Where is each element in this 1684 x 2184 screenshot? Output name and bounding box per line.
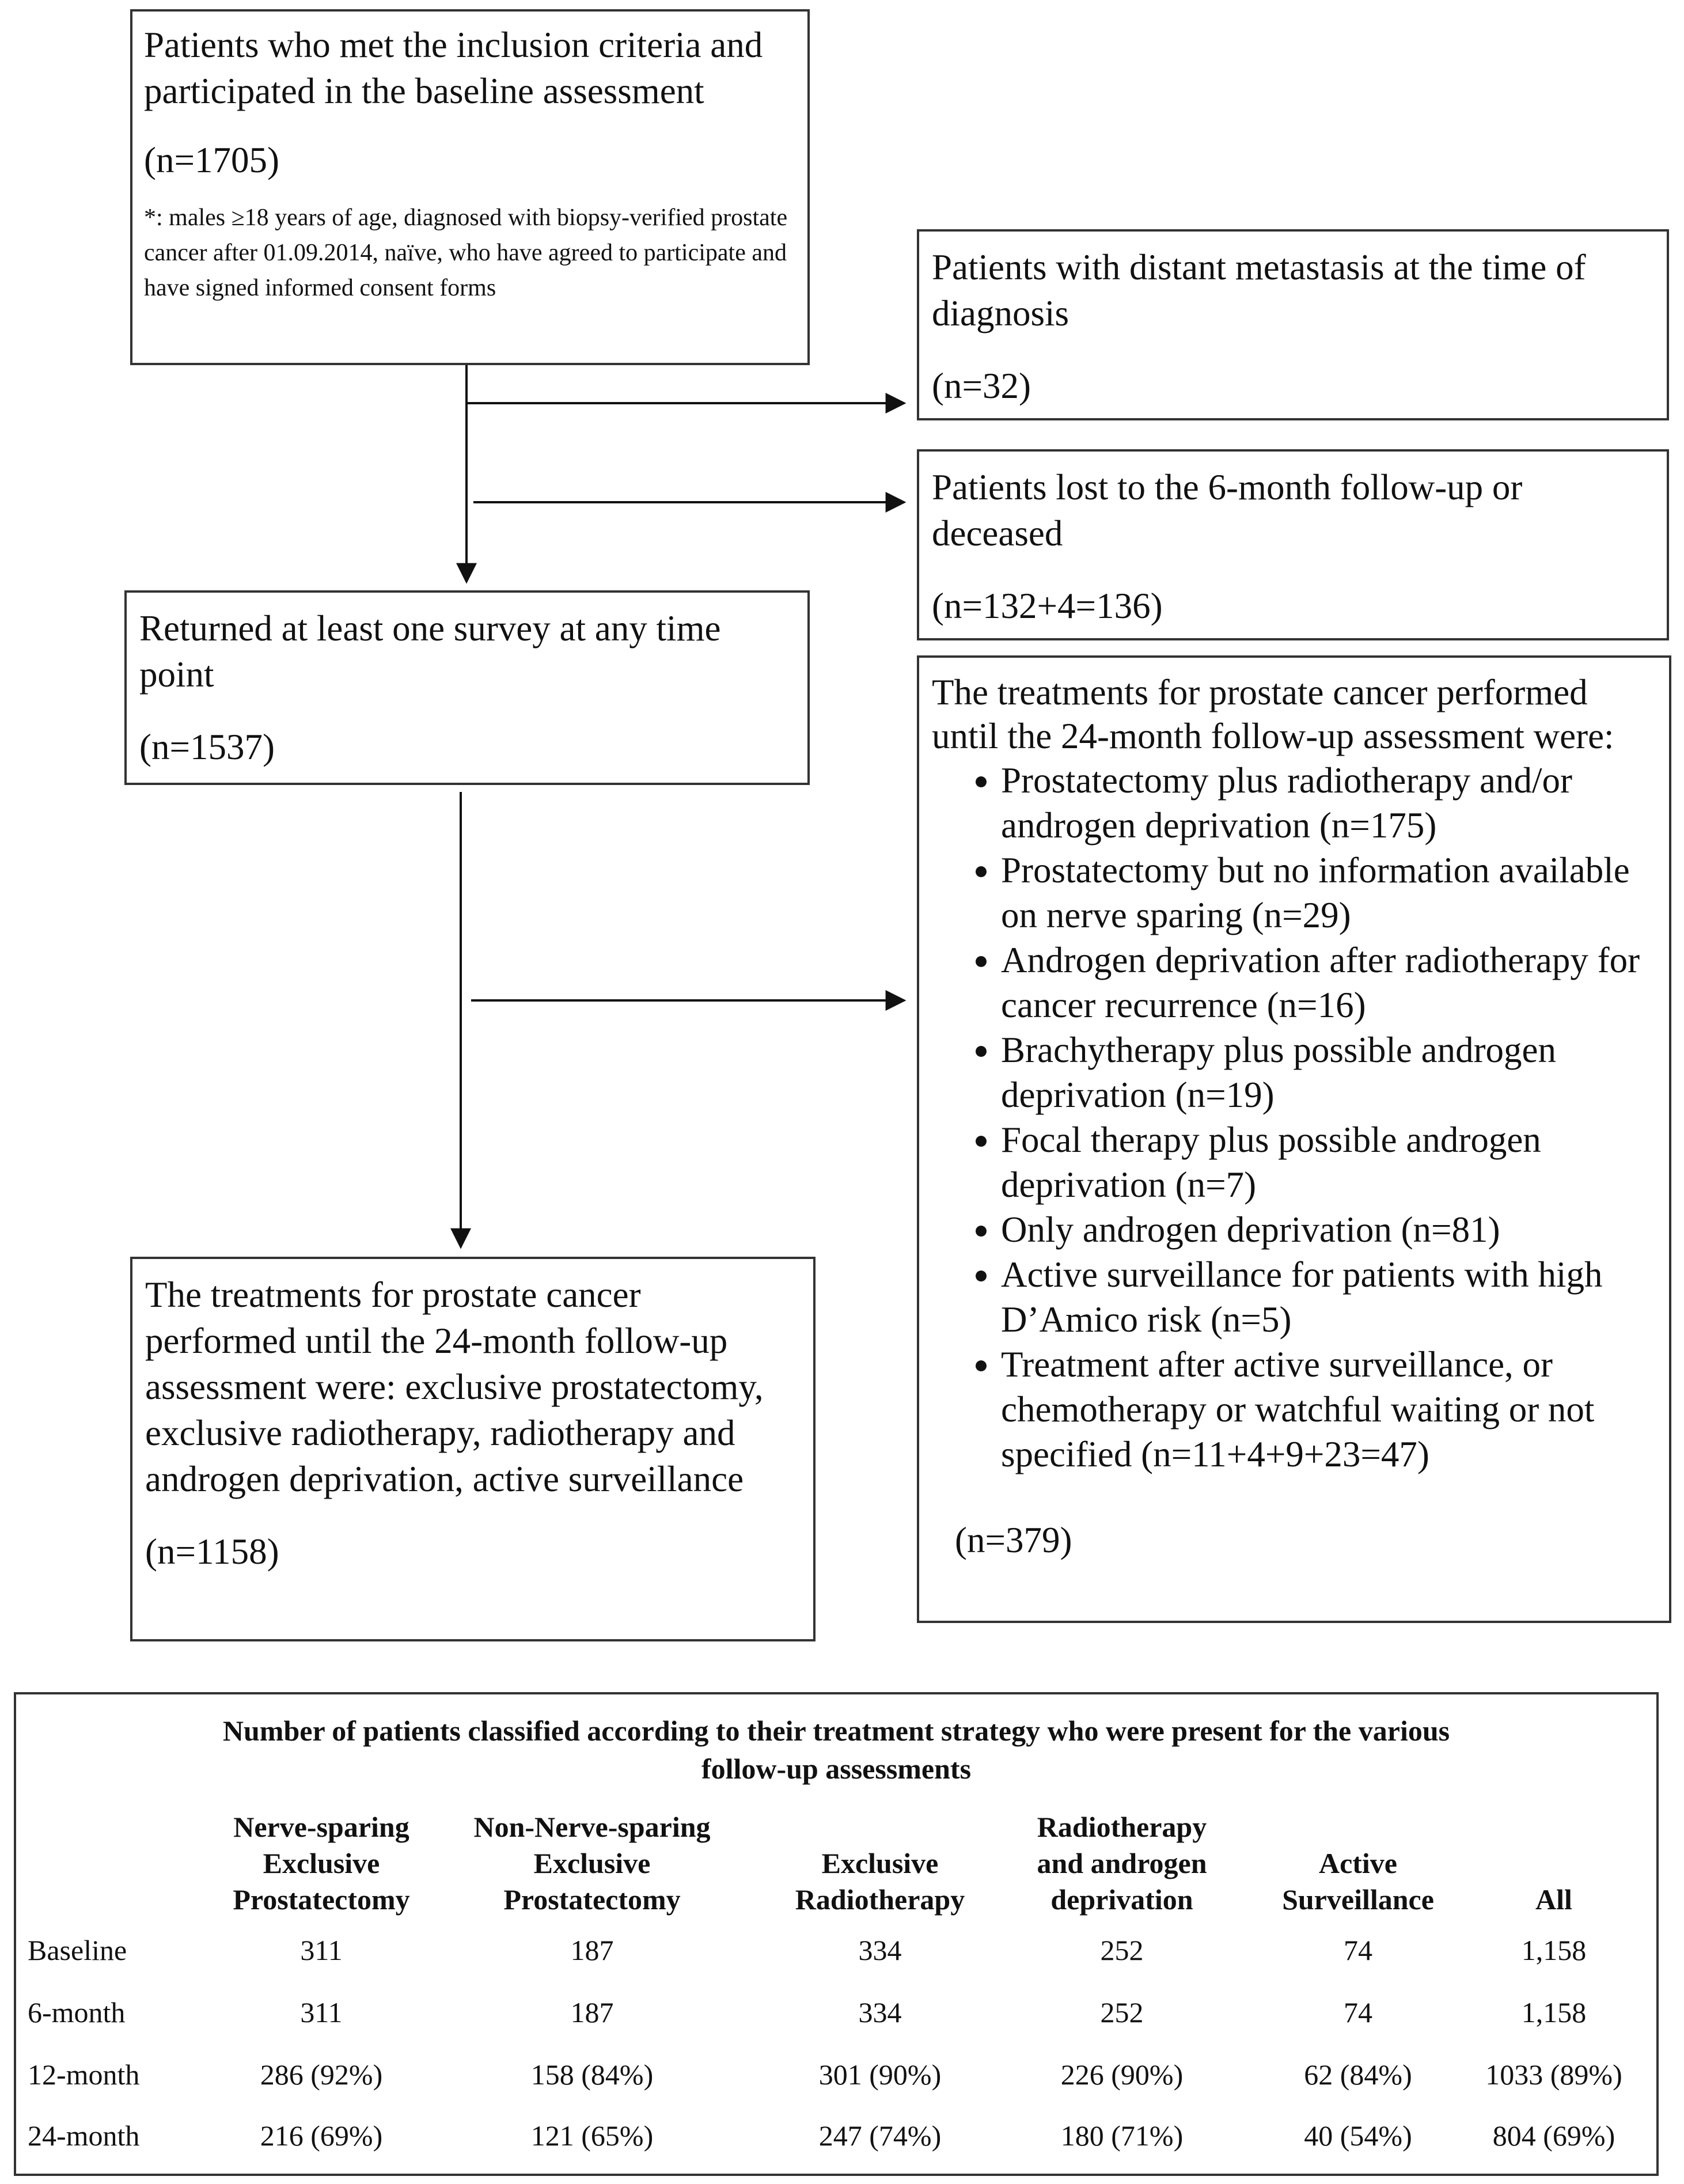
table-cell: 334 [858, 1996, 902, 2028]
box-metastasis [917, 229, 1669, 420]
list-item: • Treatment after active surveillance, or chemotherapy or watchful waiting or not specified (n=11+4+9+23=47) [1001, 1342, 1656, 1477]
row-label: 24-month [28, 2119, 140, 2152]
table-cell: 74 [1344, 1934, 1372, 1966]
baseline-note: *: males ≥18 years of age, diagnosed with biopsy-verified prostate cancer after 01.09.2014, naïve, who have agreed to participate and have signed informed consent forms [144, 204, 788, 301]
returned-count: (n=1537) [139, 727, 275, 767]
table-cell: 804 (69%) [1492, 2119, 1615, 2152]
table-cell: 1,158 [1521, 1934, 1587, 1966]
column-header: Active Surveillance [1282, 1847, 1434, 1916]
list-item: • Brachytherapy plus possible androgen deprivation (n=19) [1001, 1027, 1656, 1117]
box-baseline [130, 9, 810, 365]
metastasis-text: Patients with distant metastasis at the time of diagnosis [932, 247, 1586, 333]
table-cell: 334 [858, 1934, 902, 1966]
row-label: 12-month [28, 2058, 140, 2091]
row-label: 6-month [28, 1996, 126, 2028]
list-item: • Active surveillance for patients with high D’Amico risk (n=5) [1001, 1252, 1656, 1342]
column-header: Non-Nerve-sparing Exclusive Prostatectomy [473, 1811, 711, 1916]
table-cell: 301 (90%) [818, 2058, 942, 2091]
excluded-treatment-list [932, 758, 1656, 1477]
table-cell: 247 (74%) [818, 2119, 942, 2152]
table-title: Number of patients classified according to their treatment strategy who were present for the various follow-up assessments [222, 1715, 1450, 1785]
row-label: Baseline [28, 1934, 127, 1966]
follow-up-table [14, 1692, 1659, 2176]
table-cell: 62 (84%) [1304, 2058, 1412, 2091]
table-cell: 187 [570, 1934, 614, 1966]
table-cell: 286 (92%) [260, 2058, 383, 2091]
table-cell: 121 (65%) [530, 2119, 654, 2152]
included-count: (n=1158) [145, 1531, 279, 1572]
list-item: • Focal therapy plus possible androgen deprivation (n=7) [1001, 1117, 1656, 1207]
box-included-treatments [130, 1257, 816, 1641]
included-text: The treatments for prostate cancer performed until the 24-month follow-up assessment were: exclusive prostatectomy, exclusive radiotherapy, radiotherapy and androgen deprivation, active surveillance [145, 1275, 764, 1499]
excluded-intro: The treatments for prostate cancer performed until the 24-month follow-up assessment were: [932, 672, 1614, 756]
box-excluded-treatments [917, 655, 1671, 1623]
baseline-count: (n=1705) [144, 140, 279, 180]
column-header: Exclusive Radiotherapy [795, 1847, 965, 1916]
table-cell: 311 [300, 1934, 343, 1966]
metastasis-count: (n=32) [932, 366, 1031, 406]
column-header: Nerve-sparing Exclusive Prostatectomy [233, 1811, 410, 1916]
lost-count: (n=132+4=136) [932, 586, 1163, 626]
column-header: All [1535, 1883, 1572, 1916]
baseline-text: Patients who met the inclusion criteria and participated in the baseline assessment [144, 25, 763, 111]
box-lost [917, 449, 1669, 640]
table-cell: 226 (90%) [1060, 2058, 1184, 2091]
excluded-count: (n=379) [955, 1520, 1072, 1560]
list-item: • Only androgen deprivation (n=81) [1001, 1207, 1656, 1252]
table-cell: 252 [1100, 1934, 1144, 1966]
box-returned [124, 590, 810, 785]
lost-text: Patients lost to the 6-month follow-up or deceased [932, 467, 1523, 553]
returned-text: Returned at least one survey at any time point [139, 608, 721, 695]
table-cell: 252 [1100, 1996, 1144, 2028]
table-cell: 180 (71%) [1060, 2119, 1184, 2152]
table-cell: 1033 (89%) [1485, 2058, 1622, 2091]
table-cell: 40 (54%) [1304, 2119, 1412, 2152]
table-cell: 216 (69%) [260, 2119, 383, 2152]
table-cell: 74 [1344, 1996, 1372, 2028]
list-item: • Prostatectomy plus radiotherapy and/or androgen deprivation (n=175) [1001, 758, 1656, 848]
column-header: Radiotherapy and androgen deprivation [1037, 1811, 1207, 1916]
table-cell: 311 [300, 1996, 343, 2028]
table-cell: 1,158 [1521, 1996, 1587, 2028]
list-item: • Prostatectomy but no information available on nerve sparing (n=29) [1001, 848, 1656, 938]
list-item: • Androgen deprivation after radiotherapy for cancer recurrence (n=16) [1001, 938, 1656, 1027]
table-cell: 187 [570, 1996, 614, 2028]
table-cell: 158 (84%) [530, 2058, 654, 2091]
